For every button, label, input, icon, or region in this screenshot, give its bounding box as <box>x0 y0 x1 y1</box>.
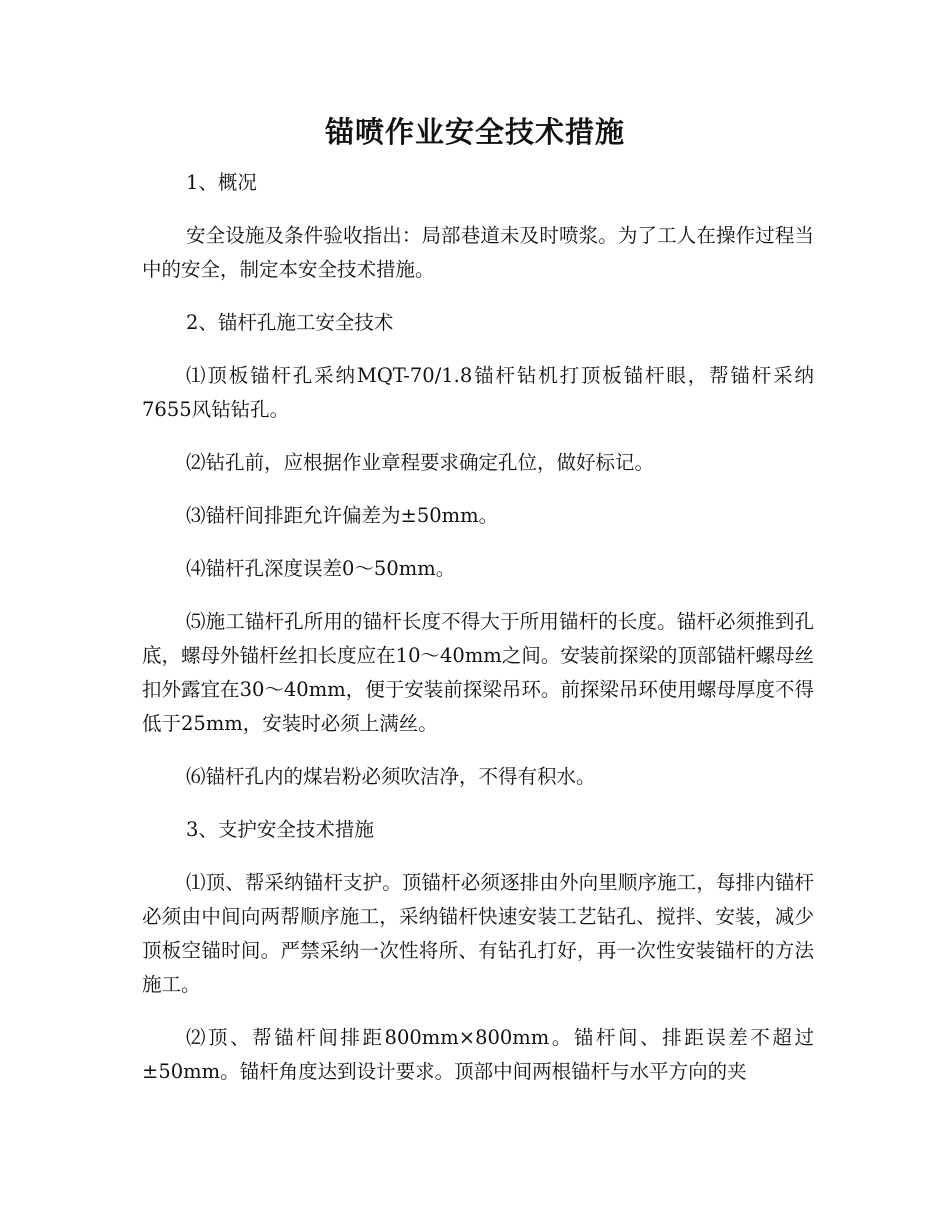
list-item: ⑴顶、帮采纳锚杆支护。顶锚杆必须逐排由外向里顺序施工，每排内锚杆必须由中间向两帮顺序施工，采纳锚杆快速安装工艺钻孔、搅拌、安装，减少顶板空锚时间。严禁采纳一次性将所、有钻孔打好，再一次性安装锚杆的方法施工。 <box>142 871 814 996</box>
section-heading-overview: 1、概况 <box>186 171 257 194</box>
list-item: ⑸施工锚杆孔所用的锚杆长度不得大于所用锚杆的长度。锚杆必须推到孔底，螺母外锚杆丝扣长度应在10～40mm之间。安装前探梁的顶部锚杆螺母丝扣外露宜在30～40mm，便于安装前探梁吊环。前探梁吊环使用螺母厚度不得低于25mm，安装时必须上满丝。 <box>142 610 814 735</box>
list-item: ⑹锚杆孔内的煤岩粉必须吹洁净，不得有积水。 <box>186 765 596 788</box>
list-item: ⑶锚杆间排距允许偏差为±50mm。 <box>186 504 499 527</box>
list-item: ⑴顶板锚杆孔采纳MQT-70/1.8锚杆钻机打顶板锚杆眼，帮锚杆采纳7655风钻钻孔。 <box>142 364 814 421</box>
list-item: ⑵钻孔前，应根据作业章程要求确定孔位，做好标记。 <box>186 451 655 474</box>
document-title: 锚喷作业安全技术措施 <box>324 115 625 149</box>
list-item: ⑷锚杆孔深度误差0～50mm。 <box>186 557 456 580</box>
section-heading-support: 3、支护安全技术措施 <box>186 818 374 841</box>
document-body <box>142 166 814 1108</box>
section-heading-drilling: 2、锚杆孔施工安全技术 <box>186 311 394 334</box>
list-item: ⑵顶、帮锚杆间排距800mm×800mm。锚杆间、排距误差不超过±50mm。锚杆角度达到设计要求。顶部中间两根锚杆与水平方向的夹 <box>142 1026 814 1083</box>
paragraph: 安全设施及条件验收指出：局部巷道未及时喷浆。为了工人在操作过程当中的安全，制定本安全技术措施。 <box>142 224 814 281</box>
